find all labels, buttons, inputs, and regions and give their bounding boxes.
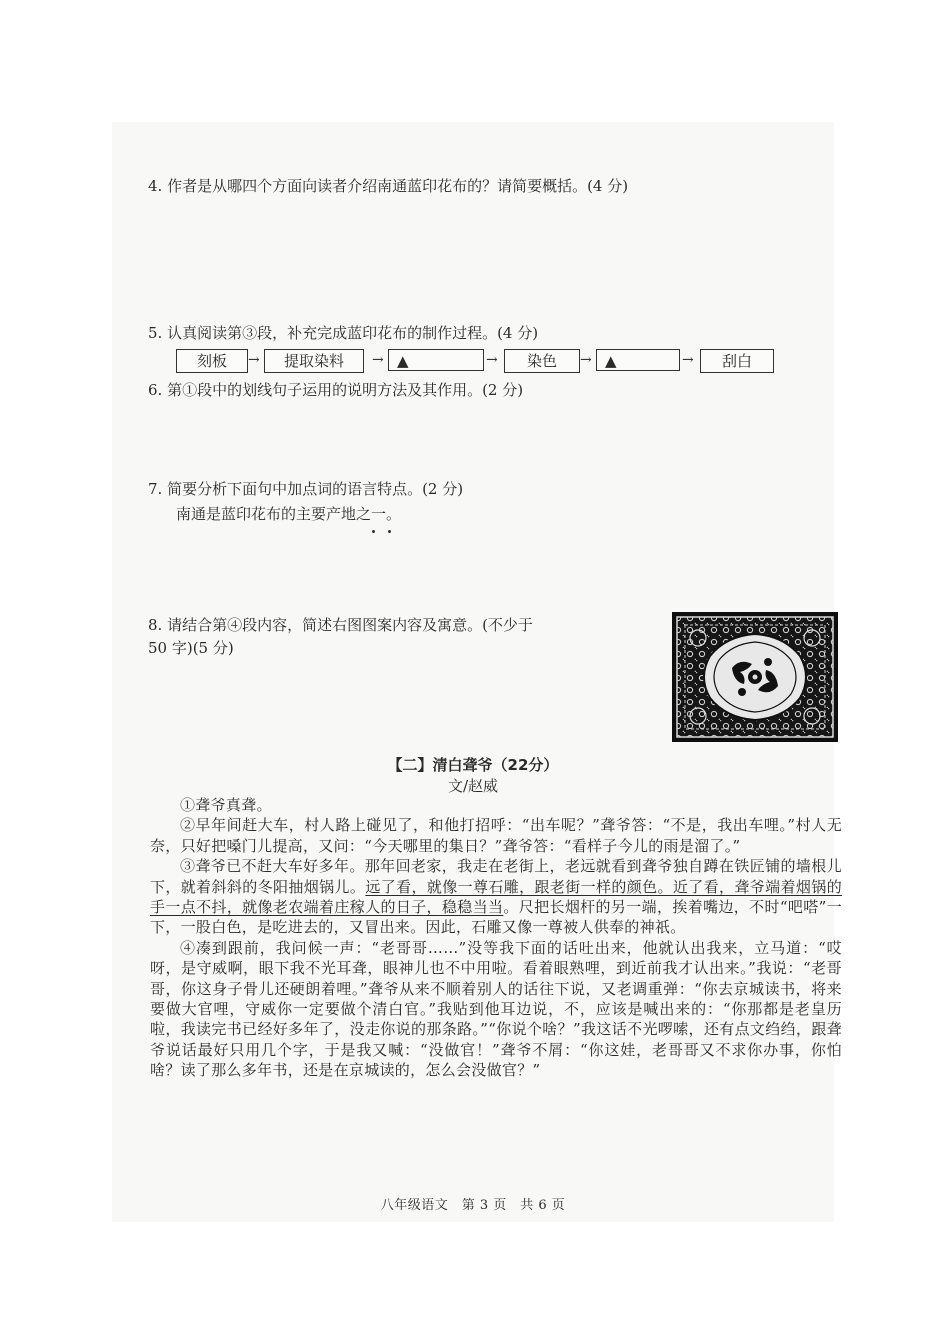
essay-body — [150, 795, 842, 1081]
essay-paragraph-1: ①聋爷真聋。 — [180, 796, 272, 814]
flow-step-blank-2: ▲ — [596, 349, 680, 371]
flow-step-dye-extract: 提取染料 — [264, 349, 364, 373]
essay-paragraph-4: ④凑到跟前，我问候一声：“老哥哥……”没等我下面的话吐出来，他就认出我来，立马道：“哎呀，是守威啊，眼下我不光耳聋，眼神儿也不中用啦。看着眼熟哩，到近前我才认出来。”我说：“老哥哥，你这身子骨儿还硬朗着哩。”聋爷从来不顺着别人的话往下说，又老调重弹：“你去京城读书，将来要做大官哩，守威你一定要做个清白官。”我贴到他耳边说，不，应该是喊出来的：“你那都是老皇历啦，我读完书已经好多年了，没走你说的那条路。”“你说个啥？”我这话不光啰嗦，还有点文绉绉，跟聋爷说话最好只用几个字，于是我又喊：“没做官！”聋爷不屑：“你这娃，老哥哥又不求你办事，你怕啥？读了那么多年书，还是在京城读的，怎么会没做官？” — [150, 938, 842, 1080]
flow-step-blank-1: ▲ — [388, 349, 484, 371]
section-author: 文/赵威 — [447, 777, 499, 795]
flow-step-scrape: 刮白 — [700, 349, 774, 373]
flow-step-dye: 染色 — [504, 349, 580, 373]
question-8-line1: 8. 请结合第④段内容，简述右图图案内容及寓意。(不少于 — [148, 616, 533, 634]
flow-arrow: → — [372, 352, 384, 368]
essay-paragraph-3-start: ③聋爷已不赶大车好多年。那年回老家，我走在老街上，老远就看到聋爷独自蹲在铁匠铺的墙根儿下，就着斜斜的冬阳抽烟锅儿。 — [150, 857, 842, 896]
flow-step-carve: 刻板 — [176, 349, 248, 373]
question-4: 4. 作者是从哪四个方面向读者介绍南通蓝印花布的？请简要概括。(4 分) — [148, 177, 629, 195]
question-7: 7. 简要分析下面句中加点词的语言特点。(2 分) — [148, 480, 464, 498]
question-6: 6. 第①段中的划线句子运用的说明方法及其作用。(2 分) — [148, 381, 524, 399]
page-footer: 八年级语文 第 3 页 共 6 页 — [380, 1198, 566, 1213]
process-flow — [176, 349, 776, 373]
flow-arrow: → — [580, 352, 592, 368]
underlined-sentence: 远了看，就像一尊石雕，跟老街一样的颜色。近了看，聋爷端着烟锅的手一点不抖，就像老农端着庄稼人的日子，稳稳当当 — [150, 877, 842, 917]
question-8-line2: 50 字)(5 分) — [148, 639, 234, 657]
section-title: 【二】清白聋爷（22分） — [387, 756, 559, 774]
flow-arrow: → — [682, 352, 694, 368]
essay-paragraph-3-end: 。尺把长烟杆的另一端，挨着嘴边，不时“吧嗒”一下，一股白色，是吃进去的，又冒出来。因此，石雕又像一尊被人供奉的神祇。 — [150, 898, 842, 937]
question-5: 5. 认真阅读第③段，补充完成蓝印花布的制作过程。(4 分) — [148, 324, 539, 342]
flow-arrow: → — [248, 352, 260, 368]
flow-arrow: → — [486, 352, 498, 368]
essay-paragraph-3 — [150, 856, 842, 938]
essay-paragraph-2: ②早年间赶大车，村人路上碰见了，和他打招呼：“出车呢？”聋爷答：“不是，我出车哩。”村人无奈，只好把嗓门儿提高，又问：“今天哪里的集日？”聋爷答：“看样子今儿的雨是溜了。” — [150, 816, 842, 855]
emphasis-dot — [372, 530, 375, 533]
blue-calico-pattern-image — [672, 612, 838, 742]
question-7-sentence-text: 南通是蓝印花布的主要产地之一。 — [176, 505, 402, 523]
question-7-sentence — [176, 503, 950, 525]
calico-pattern-graphic — [672, 612, 838, 742]
emphasis-dot — [388, 530, 391, 533]
